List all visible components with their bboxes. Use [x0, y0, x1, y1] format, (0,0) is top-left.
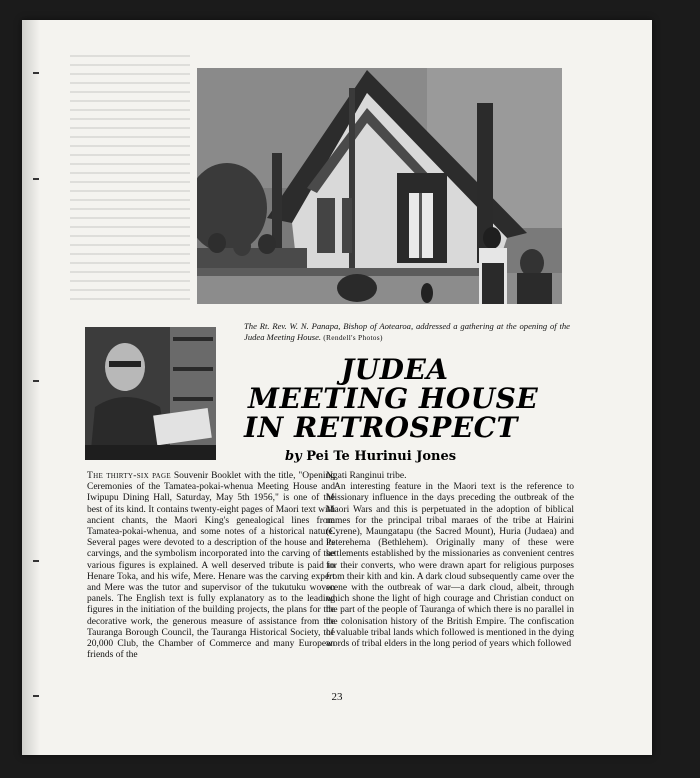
binding-mark — [33, 72, 39, 74]
page-spine-shadow — [22, 20, 40, 755]
show-through-text — [70, 55, 190, 305]
caption-text: The Rt. Rev. W. N. Panapa, Bishop of Aotearoa, addressed a gathering at the opening of the Judea Meeting House. — [244, 321, 570, 342]
title-line-1: JUDEA — [341, 353, 449, 386]
paragraph-text: Souvenir Booklet with the title, "Opening Ceremonies of the Tamatea-pokai-whenua Meeting House and Iwipupu Dining Hall, Saturday, May 5th 1956," is one of the best of its kind. It contains twenty-eight pages of Maori text with ancient chants, the Maori King's genealogical lines from Tamatea-pokai-whenua, and some notes of a historical nature. Several pages were devoted to a description of the house and its carvings, and the symbolism incorporated into the carving of the various figures is explained. A well deserved tribute is paid to Henare Toka, and his wife, Mere. Henare was the carving expert and Mere was the tutor and supervisor of the tukutuku woven panels. The English text is fully explanatory as to the leading figures in the initiation of the building projects, the plans for the decorative work, the generous measure of assistance from the Tauranga Borough Council, the Tauranga Historical Society, the 20,000 Club, the Chamber of Commerce and many European friends of the — [87, 471, 336, 661]
author-portrait-photo — [85, 327, 216, 460]
title-line-2: MEETING HOUSE — [248, 382, 539, 415]
paragraph-text: An interesting feature in the Maori text is the reference to Missionary influence in the days preceding the outbreak of the Maori Wars and this is perpetuated in the adoption of biblical names for the principal tribal maraes of the tribe at Hairini (Cyrene), Maungatapu (the Sacred Mount), Huria (Judaea) and Peterehema (Bethlehem). Originally many of these were settlements established by the missionaries as convenient centres for their converts, who were drawn apart for religious purposes from their kith and kin. A dark cloud subsequently came over the scene with the outbreak of war—a dark cloud, albeit, through which shone the light of high courage and Christian conduct on the part of the people of Tauranga of which there is no parallel in the colonisation history of the British Empire. The confiscation of valuable tribal lands which followed is mentioned in the dying words of tribal elders in the long period of years which followed — [326, 482, 575, 650]
article-column-right — [326, 471, 574, 650]
article-title — [236, 355, 576, 442]
photo-credit: (Rendell's Photos) — [323, 332, 383, 342]
photo-caption — [244, 321, 570, 343]
title-line-3: IN RETROSPECT — [244, 411, 518, 444]
byline — [285, 449, 565, 464]
lead-in: The thirty-six page — [87, 471, 171, 481]
paragraph-text: Ngati Ranginui tribe. — [326, 471, 407, 481]
binding-mark — [33, 178, 39, 180]
meeting-house-photo — [197, 68, 562, 304]
article-column-left — [87, 471, 335, 661]
binding-mark — [33, 695, 39, 697]
binding-mark — [33, 560, 39, 562]
byline-author: Pei Te Hurinui Jones — [306, 449, 457, 464]
page-number: 23 — [331, 691, 343, 703]
byline-by: by — [285, 449, 302, 464]
binding-mark — [33, 380, 39, 382]
